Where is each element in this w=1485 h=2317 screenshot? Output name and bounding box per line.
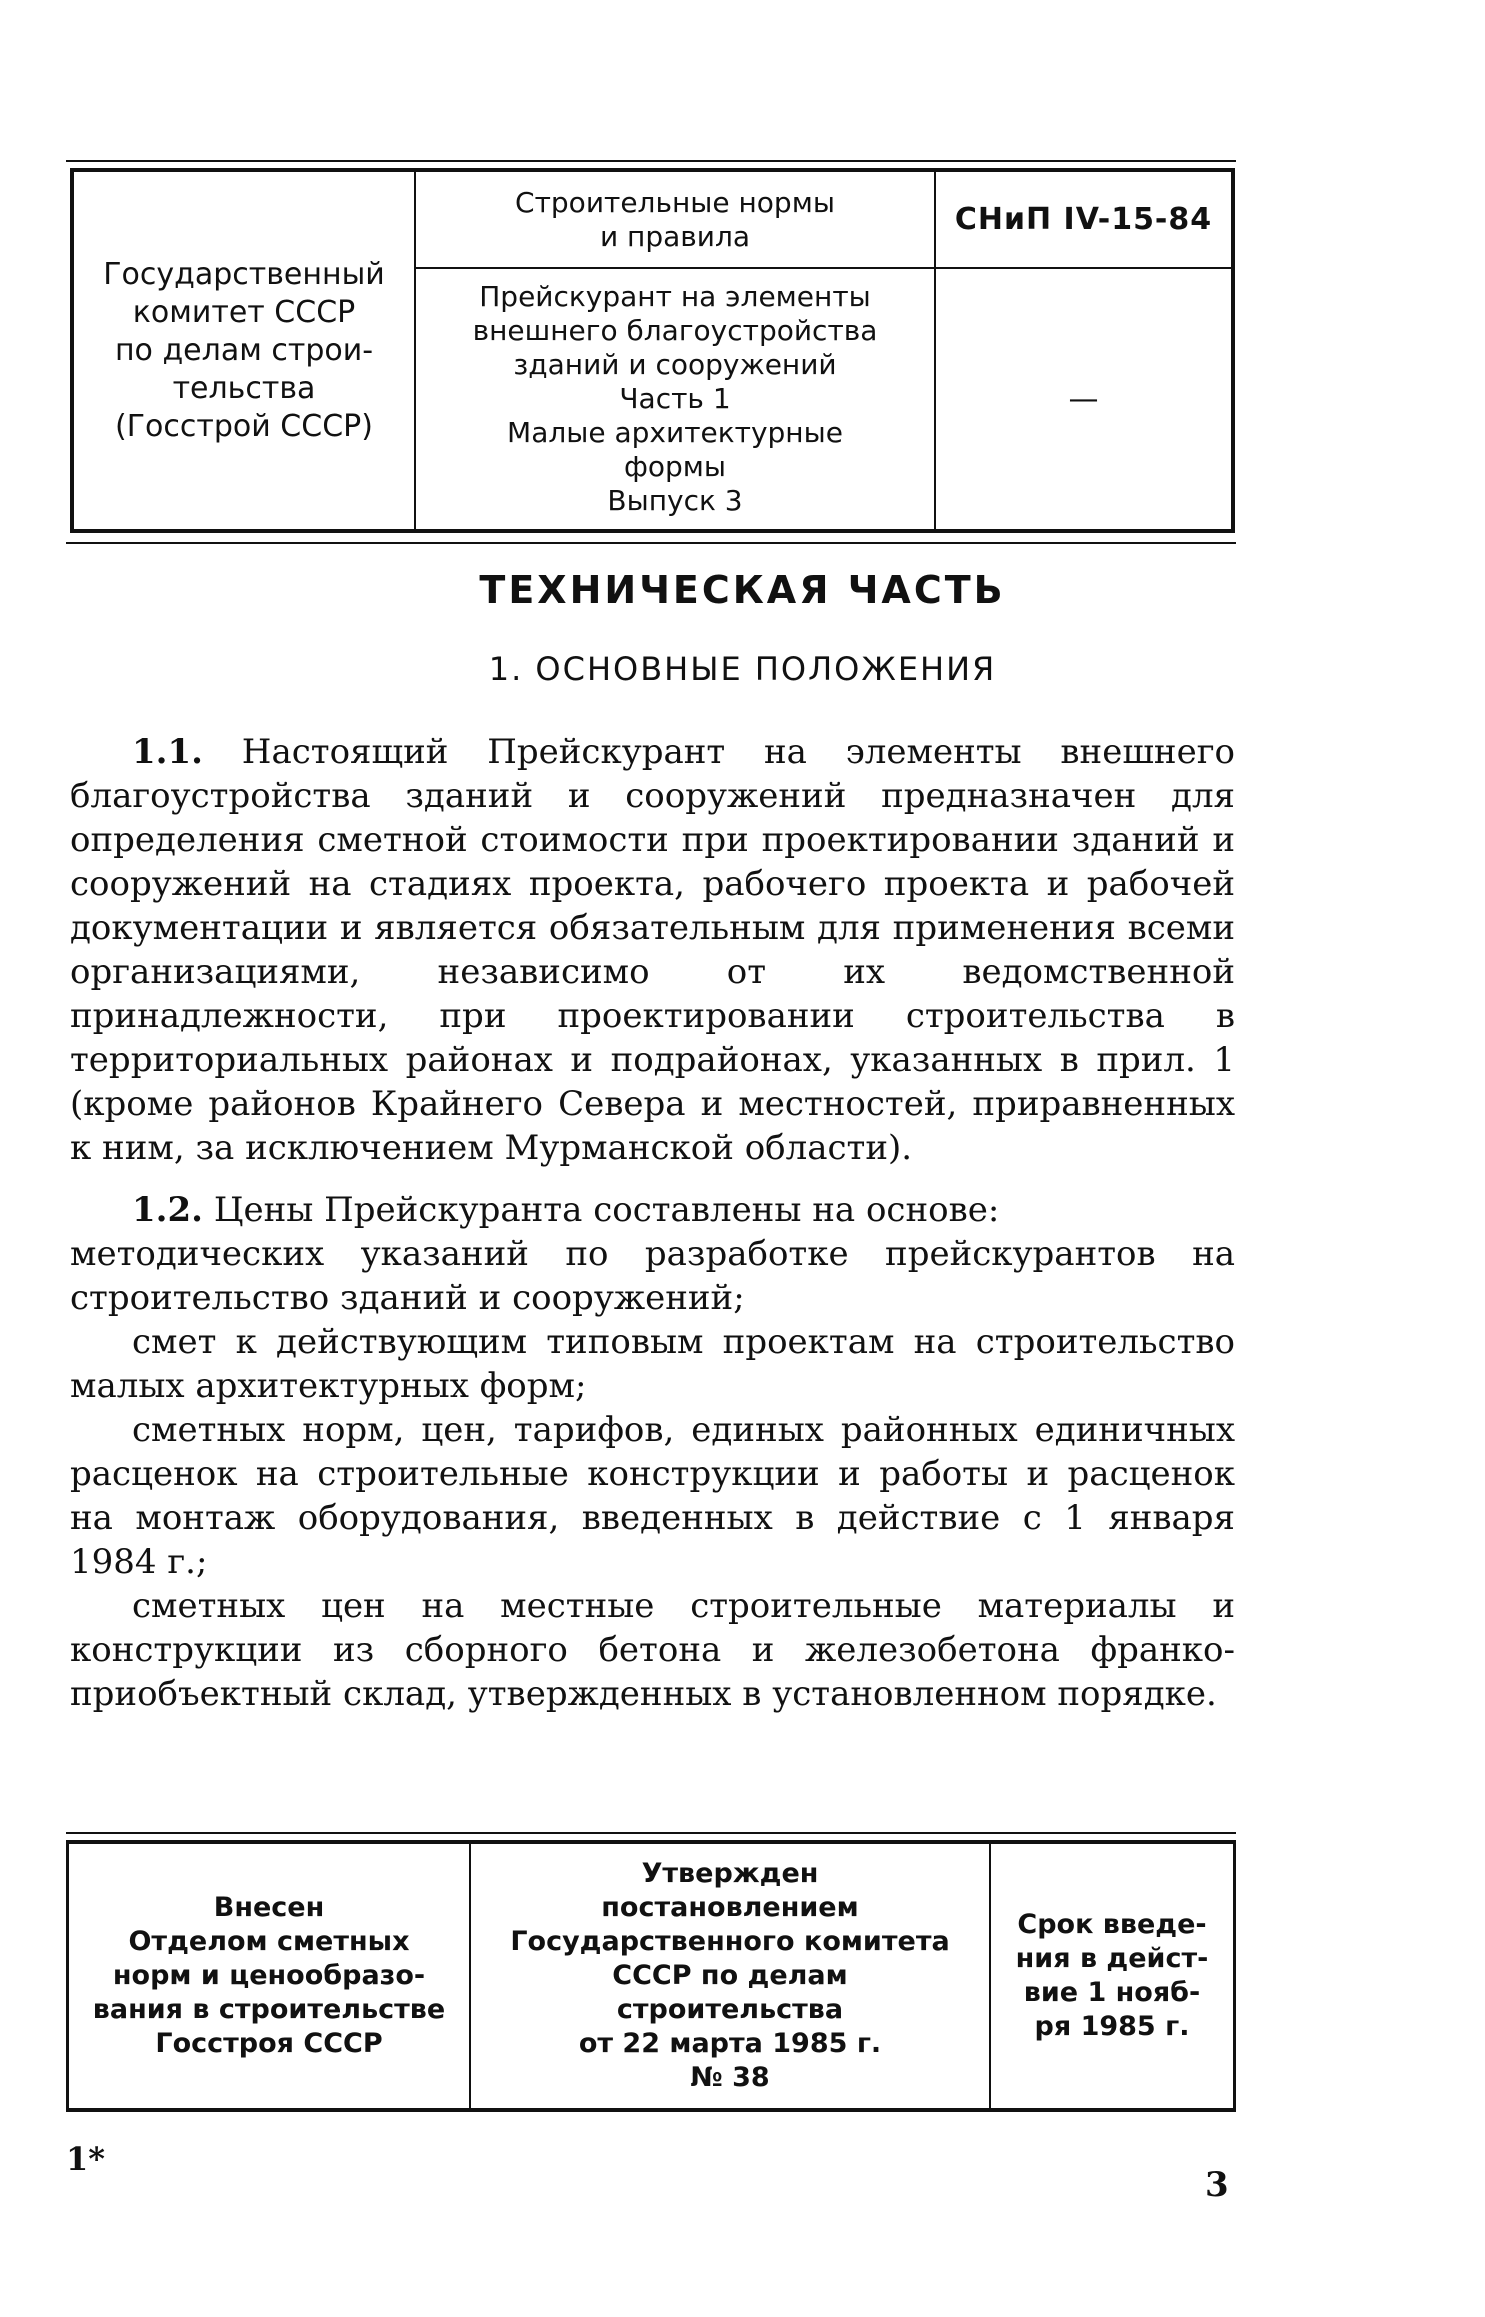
document-title xyxy=(416,269,934,529)
section-title: 1. ОСНОВНЫЕ ПОЛОЖЕНИЯ xyxy=(488,650,997,688)
paragraph-1-2 xyxy=(70,1188,1235,1232)
submitted-line: Госстроя СССР xyxy=(155,2028,383,2059)
agency-line: Государственный xyxy=(103,256,385,292)
agency-cell xyxy=(74,172,414,529)
agency-line: по делам строи- xyxy=(114,332,374,368)
signature-mark: 1* xyxy=(66,2140,105,2178)
document-line: Малые архитектурные xyxy=(507,416,843,449)
agency-line: тельства xyxy=(172,370,316,406)
basis-item: методических указаний по разработке прейскурантов на строительство зданий и сооружений; xyxy=(70,1234,1235,1318)
document-line: Часть 1 xyxy=(619,382,731,415)
basis-item: сметных норм, цен, тарифов, единых районных единичных расценок на строительные конструкции и работы и расценок на монтаж оборудования, введенных в действие с 1 января 1984 г.; xyxy=(70,1410,1235,1582)
norms-heading xyxy=(416,172,934,269)
basis-item: смет к действующим типовым проектам на строительство малых архитектурных форм; xyxy=(70,1322,1235,1406)
document-cell xyxy=(414,172,934,529)
approved-line: постановлением xyxy=(601,1892,859,1923)
paragraph-number: 1.2. xyxy=(132,1190,203,1230)
document-line: внешнего благоустройства xyxy=(472,314,878,347)
document-code: СНиП IV-15-84 xyxy=(936,172,1231,269)
approved-cell xyxy=(469,1844,989,2108)
approved-line: СССР по делам xyxy=(612,1960,848,1991)
approved-line: от 22 марта 1985 г. xyxy=(578,2028,882,2059)
approved-line: строительства xyxy=(616,1994,844,2025)
effective-line: Срок введе- xyxy=(1017,1909,1207,1940)
effective-line: ря 1985 г. xyxy=(1034,2011,1190,2042)
body-text xyxy=(70,730,1235,1716)
document-line: формы xyxy=(623,450,727,483)
submitted-line: вания в строительстве xyxy=(92,1994,446,2025)
agency-line: (Госстрой СССР) xyxy=(115,408,373,444)
submitted-cell xyxy=(69,1844,469,2108)
paragraph-text: Цены Прейскуранта составлены на основе: xyxy=(213,1190,1000,1230)
agency-line: комитет СССР xyxy=(132,294,356,330)
code-cell xyxy=(934,172,1231,529)
footer-top-rule xyxy=(66,1832,1236,1834)
approved-line: Утвержден xyxy=(641,1858,819,1889)
document-line: Прейскурант на элементы xyxy=(479,280,871,313)
page-number: 3 xyxy=(1205,2165,1229,2205)
effective-line: ния в дейст- xyxy=(1015,1943,1209,1974)
replaces-value: — xyxy=(1068,381,1099,417)
effective-line: вие 1 нояб- xyxy=(1023,1977,1201,2008)
paragraph-number: 1.1. xyxy=(132,732,203,772)
header-bottom-rule xyxy=(66,542,1236,544)
effective-date-cell xyxy=(989,1844,1233,2108)
page-title: ТЕХНИЧЕСКАЯ ЧАСТЬ xyxy=(479,568,1006,612)
basis-item: сметных цен на местные строительные материалы и конструкции из сборного бетона и железобетона франко-приобъектный склад, утвержденных в установленном порядке. xyxy=(70,1586,1235,1714)
submitted-line: Отделом сметных xyxy=(128,1926,410,1957)
norms-line: Строительные нормы xyxy=(515,185,835,219)
submitted-line: Внесен xyxy=(213,1892,325,1923)
norms-line: и правила xyxy=(599,219,751,253)
submitted-line: норм и ценообразо- xyxy=(112,1960,426,1991)
approved-line: № 38 xyxy=(690,2062,770,2093)
header-table xyxy=(70,168,1235,533)
paragraph-text: Настоящий Прейскурант на элементы внешнего благоустройства зданий и сооружений предназначен для определения сметной стоимости при проектировании зданий и сооружений на стадиях проекта, рабочего проекта и рабочей документации и является обязательным для применения всеми организациями, независимо от их ведомственной принадлежности, при проектировании строительства в территориальных районах и подрайонах, указанных в прил. 1 (кроме районов Крайнего Севера и местностей, приравненных к ним, за исключением Мурманской области). xyxy=(70,732,1235,1168)
approved-line: Государственного комитета xyxy=(510,1926,950,1957)
document-line: зданий и сооружений xyxy=(513,348,837,381)
header-top-rule xyxy=(66,160,1236,162)
approval-table xyxy=(66,1840,1236,2112)
paragraph-1-1 xyxy=(70,730,1235,1170)
document-line: Выпуск 3 xyxy=(607,484,743,517)
